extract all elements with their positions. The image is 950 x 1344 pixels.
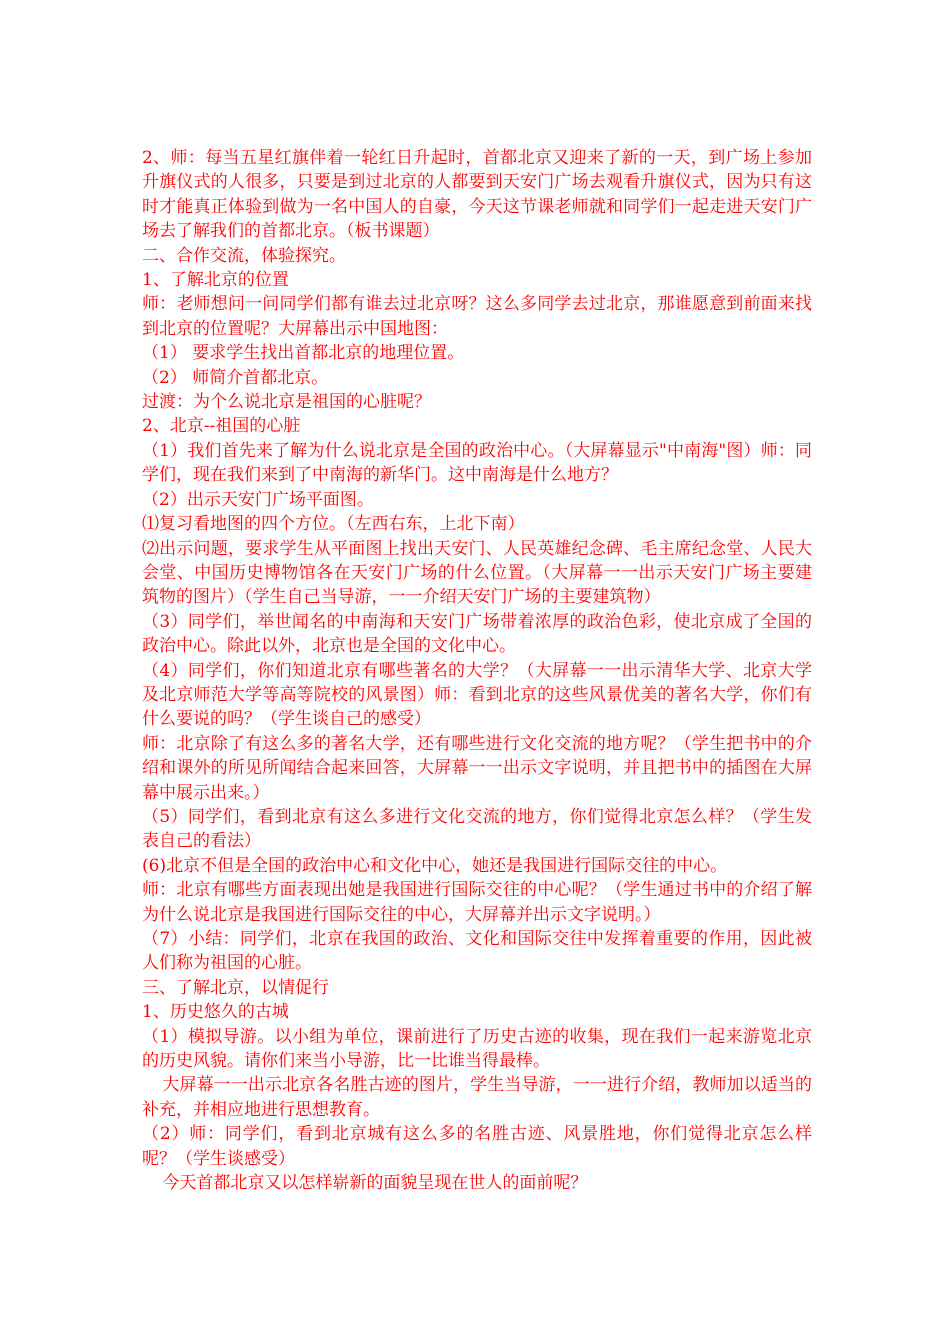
paragraph-square-map: （2）出示天安门广场平面图。	[142, 489, 374, 510]
paragraph-cultural-center: （3）同学们，举世闻名的中南海和天安门广场带着浓厚的政治色彩，使北京成了全国的政治中心。除此以外，北京也是全国的文化中心。	[142, 611, 812, 657]
section-heading-2: 二、合作交流，体验探究。	[142, 245, 346, 266]
section-heading-3: 三、了解北京，以情促行	[142, 977, 329, 998]
paragraph-summary: （7）小结：同学们，北京在我国的政治、文化和国际交往中发挥着重要的作用，因此被人们称为祖国的心脏。	[142, 929, 812, 974]
paragraph-feelings: （2）师：同学们，看到北京城有这么多的名胜古迹、风景胜地，你们觉得北京怎么样呢？（学生谈感受）	[142, 1124, 812, 1169]
paragraph-opinion: （5）同学们，看到北京有这么多进行文化交流的地方，你们觉得北京怎么样？（学生发表自己的看法）	[142, 806, 812, 852]
paragraph-closing-question: 今天首都北京又以怎样崭新的面貌呈现在世人的面前呢？	[162, 1173, 588, 1194]
list-item-2: （2） 师简介首都北京。	[142, 367, 329, 388]
subheading-location: 1、了解北京的位置	[142, 270, 289, 291]
paragraph-international-question: 师：北京有哪些方面表现出她是我国进行国际交往的中心呢？（学生通过书中的介绍了解为什么说北京是我国进行国际交往的中心，大屏幕并出示文字说明。）	[142, 880, 812, 925]
paragraph-cultural-exchange: 师：北京除了有这么多的著名大学，还有哪些进行文化交流的地方呢？（学生把书中的介绍和课外的所见所闻结合起来回答，大屏幕一一出示文字说明，并且把书中的插图在大屏幕中展示出来。）	[142, 733, 812, 803]
subheading-ancient-city: 1、历史悠久的古城	[142, 1002, 289, 1023]
subheading-heart: 2、北京--祖国的心脏	[142, 416, 301, 437]
paragraph-intro: 2、师：每当五星红旗伴着一轮红日升起时，首都北京又迎来了新的一天，到广场上参加升旗仪式的人很多，只要是到过北京的人都要到天安门广场去观看升旗仪式，因为只有这时才能真正体验到做为一名中国人的自豪，今天这节课老师就和同学们一起走进天安门广场去了解我们的首都北京。（板书课题）	[142, 148, 812, 242]
paragraph-landmarks: ⑵出示问题，要求学生从平面图上找出天安门、人民英雄纪念碑、毛主席纪念堂、人民大会堂、中国历史博物馆各在天安门广场的什么位置。（大屏幕一一出示天安门广场主要建筑物的图片）（学生自己当导游，一一介绍天安门广场的主要建筑物）	[142, 538, 812, 608]
list-item-1: （1） 要求学生找出首都北京的地理位置。	[142, 343, 465, 364]
paragraph-directions: ⑴复习看地图的四个方位。（左西右东，上北下南）	[142, 514, 525, 535]
paragraph-transition: 过渡：为个么说北京是祖国的心脏呢？	[142, 392, 431, 413]
document-page	[142, 146, 812, 1195]
paragraph-teacher-question: 师：老师想问一问同学们都有谁去过北京呀？这么多同学去过北京，那谁愿意到前面来找到北京的位置呢？大屏幕出示中国地图：	[142, 294, 812, 339]
paragraph-universities: （4）同学们，你们知道北京有哪些著名的大学？（大屏幕一一出示清华大学、北京大学及北京师范大学等高等院校的风景图）师：看到北京的这些风景优美的著名大学，你们有什么要说的吗？（学生谈自己的感受）	[142, 660, 812, 730]
paragraph-screen-images: 大屏幕一一出示北京各名胜古迹的图片，学生当导游，一一进行介绍，教师加以适当的补充，并相应地进行思想教育。	[142, 1075, 812, 1120]
paragraph-international: (6)北京不但是全国的政治中心和文化中心，她还是我国进行国际交往的中心。	[142, 855, 728, 876]
paragraph-political-center: （1）我们首先来了解为什么说北京是全国的政治中心。（大屏幕显示"中南海"图）师：同学们，现在我们来到了中南海的新华门。这中南海是什么地方？	[142, 440, 812, 486]
paragraph-mock-guide: （1）模拟导游。以小组为单位，课前进行了历史古迹的收集，现在我们一起来游览北京的历史风貌。请你们来当小导游，比一比谁当得最棒。	[142, 1026, 812, 1072]
